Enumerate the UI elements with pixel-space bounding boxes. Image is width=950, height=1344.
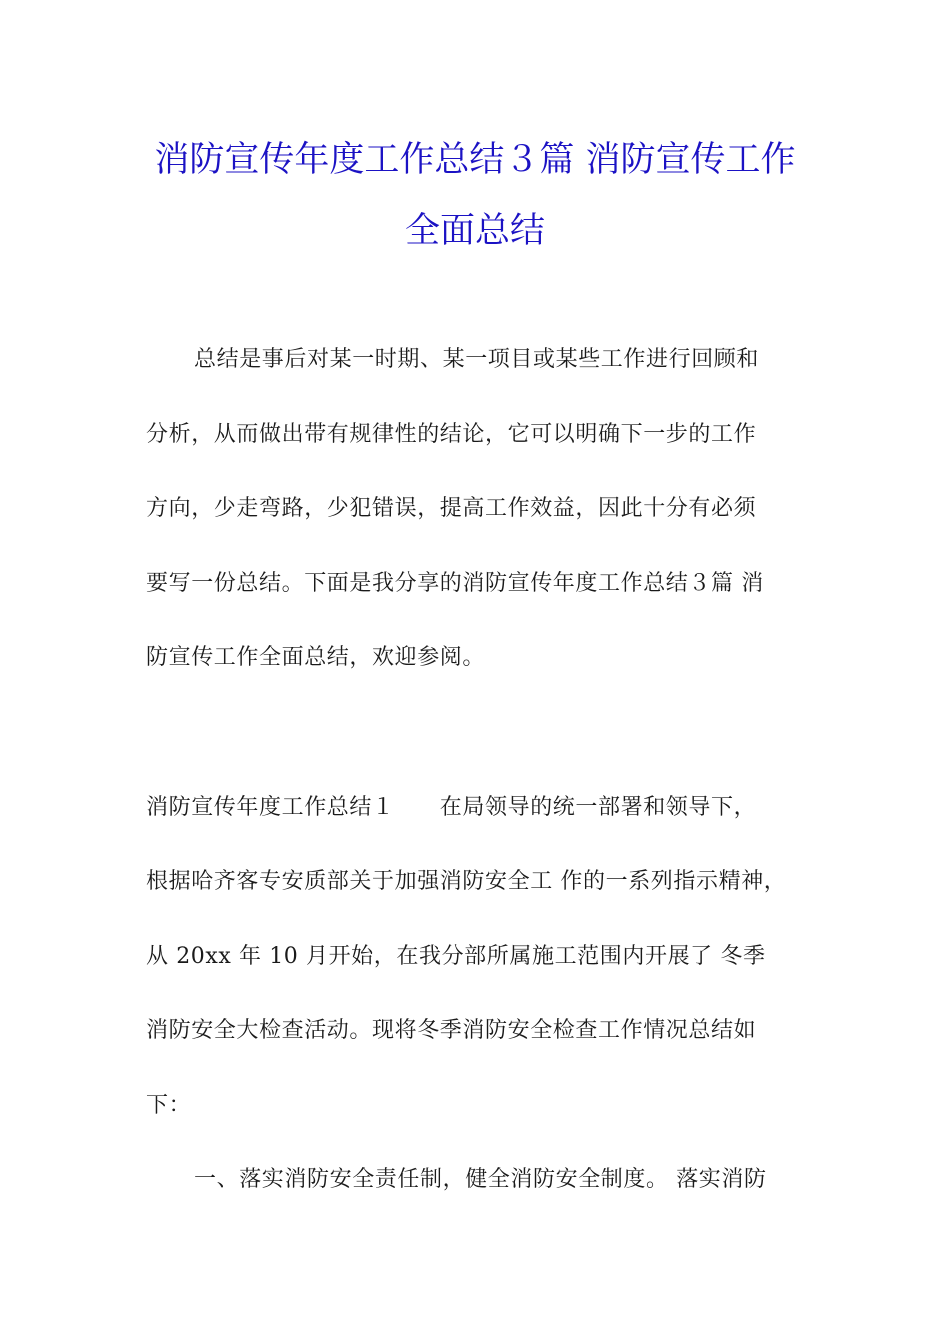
item-1-heading-line: 一、落实消防安全责任制，健全消防安全制度。 落实消防 xyxy=(194,1167,767,1192)
intro-paragraph-line: 方向，少走弯路，少犯错误，提高工作效益，因此十分有必须 xyxy=(146,496,757,521)
section-1-paragraph-line: 下： xyxy=(146,1093,192,1118)
section-1-paragraph-line: 消防宣传年度工作总结１ 在局领导的统一部署和领导下， xyxy=(146,795,757,820)
section-1-paragraph-line: 消防安全大检查活动。现将冬季消防安全检查工作情况总结如 xyxy=(146,1018,757,1043)
section-1-paragraph-line: 根据哈齐客专安质部关于加强消防安全工 作的一系列指示精神， xyxy=(146,869,787,894)
document-title-line-2: 全面总结 xyxy=(404,211,545,251)
document-title-line-1: 消防宣传年度工作总结３篇 消防宣传工作 xyxy=(154,140,796,180)
section-1-paragraph-line: 从 20xx 年 10 月开始，在我分部所属施工范围内开展了 冬季 xyxy=(146,944,766,969)
intro-paragraph-line: 防宣传工作全面总结，欢迎参阅。 xyxy=(146,645,486,670)
intro-paragraph-line: 要写一份总结。下面是我分享的消防宣传年度工作总结３篇 消 xyxy=(146,571,764,596)
intro-paragraph-line: 总结是事后对某一时期、某一项目或某些工作进行回顾和 xyxy=(194,347,760,372)
intro-paragraph-line: 分析，从而做出带有规律性的结论，它可以明确下一步的工作 xyxy=(146,422,757,447)
